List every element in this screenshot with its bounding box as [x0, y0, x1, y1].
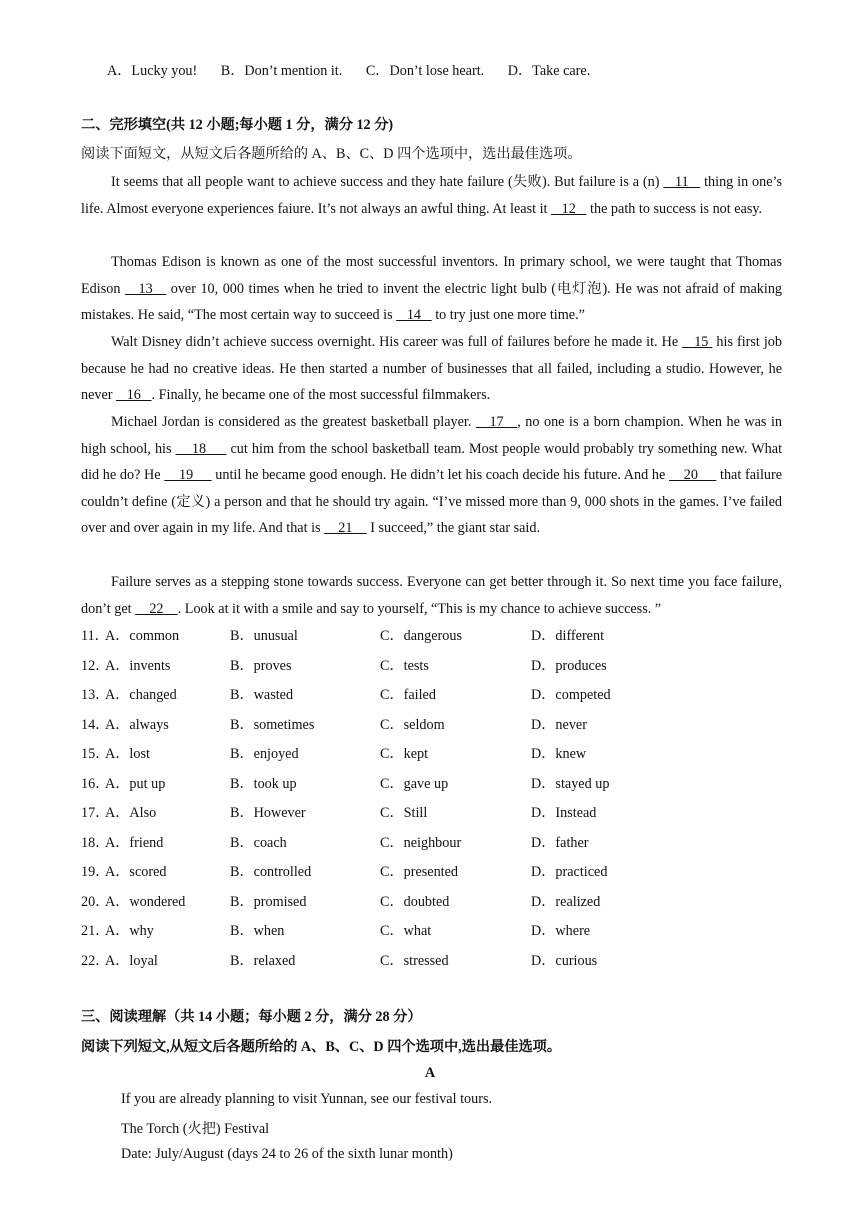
blank-16[interactable]: 16	[116, 387, 152, 404]
option-d[interactable]: D．competed	[531, 687, 611, 703]
passage-paragraph-5: Failure serves as a stepping stone towards success. Everyone can get better through it. So next time you face failure, don’t get 22 . Look at it with a smile and say to yourself, “This is my chance to achieve success. ”	[81, 574, 782, 617]
option-a[interactable]: A．scored	[105, 864, 167, 880]
option-c[interactable]: C．failed	[380, 687, 436, 703]
option-b[interactable]: B．However	[230, 805, 306, 821]
option-c[interactable]: C．gave up	[380, 775, 449, 792]
option-a[interactable]: A．wondered	[105, 893, 186, 910]
option-d[interactable]: D．where	[531, 923, 591, 939]
blank-15[interactable]: 15	[682, 334, 713, 350]
option-c[interactable]: C．stressed	[380, 952, 449, 969]
passage-paragraph-4: Michael Jordan is considered as the greatest basketball player. 17 , no one is a born champion. When he was in high school, his 18 cut him from the school basketball team. Most people would probably try something new. What did he do? He 19 until he became good enough. He didn’t let his coach decide his future. And he 20 that failure couldn’t define (定义) a person and that he should try again. “I’ve missed more than 9, 000 shots in the games. I’ve failed over and over again in my life. And that is 21 I succeed,” the giant star said.	[81, 414, 783, 537]
option-b[interactable]: B．enjoyed	[230, 746, 299, 762]
option-b[interactable]: B．coach	[230, 834, 287, 851]
option-c[interactable]: C．doubted	[380, 893, 450, 910]
question-number: 21．	[81, 923, 110, 939]
blank-22[interactable]: 22	[135, 600, 178, 617]
blank-21[interactable]: 21	[324, 520, 367, 537]
passage-paragraph-1: It seems that all people want to achieve success and they hate failure (失败). But failure is a (n) 11 thing in one’s life. Almost everyone experiences faiure. It’s not always an awful thing. At least it 12 the path to success is not easy.	[81, 174, 782, 217]
option-c[interactable]: C．kept	[380, 746, 429, 762]
option-b[interactable]: B．took up	[230, 775, 297, 792]
option-c[interactable]: C．dangerous	[380, 628, 462, 644]
previous-question-options	[107, 60, 610, 80]
option-b[interactable]: B．proves	[230, 657, 292, 674]
option-c[interactable]: C．Still	[380, 805, 428, 821]
option-a[interactable]: A．Lucky you!	[107, 63, 198, 79]
option-d[interactable]: D．realized	[531, 893, 601, 910]
option-d[interactable]: D．practiced	[531, 864, 608, 880]
option-b[interactable]: B．sometimes	[230, 716, 315, 733]
section2-instruction: 阅读下面短文，从短文后各题所给的 A、B、C、D 四个选项中，选出最佳选项。	[81, 146, 582, 162]
option-a[interactable]: A．loyal	[105, 952, 158, 969]
question-number: 17．	[81, 805, 110, 821]
blank-13[interactable]: 13	[124, 280, 167, 297]
option-a[interactable]: A．why	[105, 923, 154, 939]
option-b[interactable]: B．controlled	[230, 864, 312, 880]
passage-paragraph-2: Thomas Edison is known as one of the most successful inventors. In primary school, we were taught that Thomas Edison 13 over 10, 000 times when he tried to invent the electric light bulb (电灯泡). He was not afraid of making mistakes. He said, “The most certain way to succeed is 14 to try just one more time.”	[81, 254, 783, 324]
question-number: 11．	[81, 628, 109, 644]
blank-19[interactable]: 19	[164, 467, 212, 484]
option-a[interactable]: A．put up	[105, 775, 166, 792]
question-number: 22．	[81, 952, 110, 969]
option-a[interactable]: A．friend	[105, 834, 164, 851]
question-number: 20．	[81, 893, 110, 910]
option-d[interactable]: D．never	[531, 716, 587, 733]
option-b[interactable]: B．relaxed	[230, 952, 296, 969]
option-b[interactable]: B．unusual	[230, 628, 298, 644]
question-number: 12．	[81, 657, 110, 674]
blank-12[interactable]: 12	[551, 200, 587, 217]
option-c[interactable]: C．seldom	[380, 716, 445, 733]
option-c[interactable]: C．what	[380, 923, 432, 939]
blank-17[interactable]: 17	[475, 414, 518, 430]
option-d[interactable]: D．stayed up	[531, 775, 610, 792]
option-d[interactable]: D．curious	[531, 952, 598, 969]
option-d[interactable]: D．knew	[531, 746, 587, 762]
question-number: 13．	[81, 687, 110, 703]
question-number: 14．	[81, 716, 110, 733]
section2-title: 二、完形填空(共 12 小题;每小题 1 分，满分 12 分)	[81, 117, 394, 133]
option-c[interactable]: C．neighbour	[380, 834, 462, 851]
option-a[interactable]: A．Also	[105, 805, 157, 821]
option-d[interactable]: D．different	[531, 628, 605, 644]
option-a[interactable]: A．lost	[105, 746, 150, 762]
blank-14[interactable]: 14	[396, 307, 432, 324]
option-b[interactable]: B．promised	[230, 893, 307, 910]
question-number: 15．	[81, 746, 110, 762]
question-number: 19．	[81, 864, 110, 880]
option-a[interactable]: A．changed	[105, 687, 177, 703]
option-b[interactable]: B．when	[230, 923, 285, 939]
option-c[interactable]: C．Don’t lose heart.	[365, 63, 485, 79]
option-c[interactable]: C．presented	[380, 864, 459, 880]
reading-line: If you are already planning to visit Yunnan, see our festival tours.	[121, 1091, 493, 1107]
option-d[interactable]: D．Instead	[531, 805, 597, 821]
reading-part-label: A	[424, 1065, 436, 1081]
option-d[interactable]: D．produces	[531, 657, 607, 674]
option-b[interactable]: B．wasted	[230, 687, 294, 703]
passage-paragraph-3: Walt Disney didn’t achieve success overnight. His career was full of failures before he made it. He 15 his first job because he had no creative ideas. He then started a number of businesses that all failed, including a studio. However, he never 16 . Finally, he became one of the most successful filmmakers.	[81, 334, 782, 404]
blank-20[interactable]: 20	[669, 467, 717, 484]
blank-18[interactable]: 18	[175, 440, 227, 457]
section3-title: 三、阅读理解（共 14 小题；每小题 2 分，满分 28 分）	[81, 1009, 422, 1025]
reading-line: Date: July/August (days 24 to 26 of the sixth lunar month)	[121, 1146, 453, 1162]
option-d[interactable]: D．Take care.	[507, 63, 591, 79]
option-a[interactable]: A．common	[105, 628, 180, 644]
question-number: 18．	[81, 834, 110, 851]
option-a[interactable]: A．invents	[105, 657, 171, 674]
section3-instruction: 阅读下列短文,从短文后各题所给的 A、B、C、D 四个选项中,选出最佳选项。	[81, 1039, 562, 1055]
question-number: 16．	[81, 775, 110, 792]
option-c[interactable]: C．tests	[380, 657, 429, 674]
option-d[interactable]: D．father	[531, 834, 589, 851]
option-b[interactable]: B．Don’t mention it.	[220, 63, 343, 79]
option-a[interactable]: A．always	[105, 716, 169, 733]
reading-line: The Torch (火把) Festival	[121, 1121, 270, 1137]
blank-11[interactable]: 11	[663, 174, 701, 190]
